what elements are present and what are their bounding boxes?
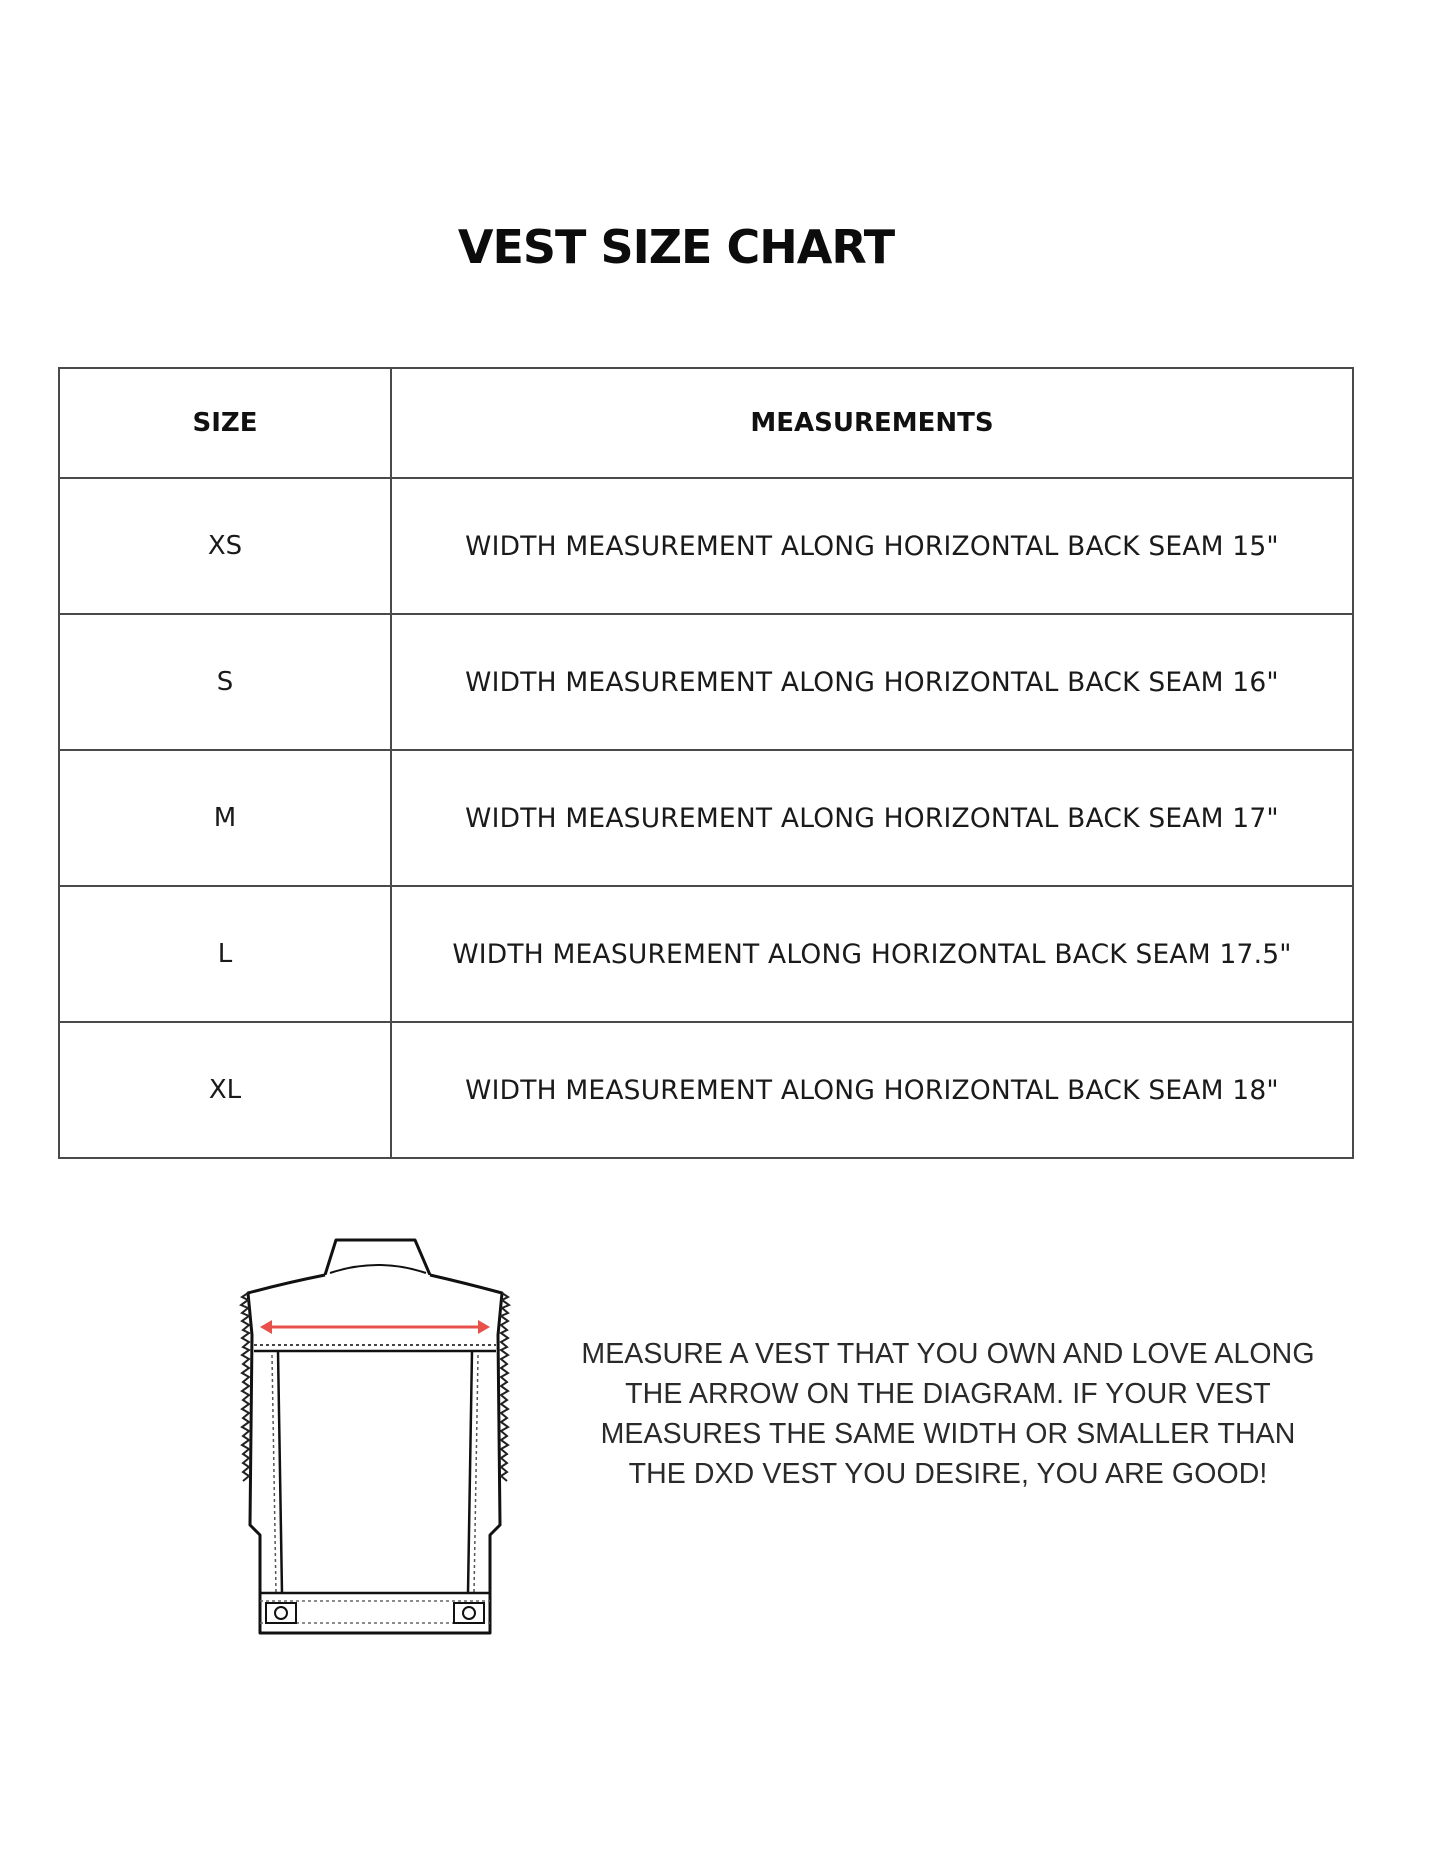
table-row: [59, 478, 1353, 614]
page-title: VEST SIZE CHART: [457, 220, 895, 274]
header-size: SIZE: [59, 368, 391, 478]
size-cell: S: [59, 614, 391, 750]
table-row: [59, 750, 1353, 886]
measurement-cell: WIDTH MEASUREMENT ALONG HORIZONTAL BACK SEAM 16": [391, 614, 1353, 750]
measurement-cell: WIDTH MEASUREMENT ALONG HORIZONTAL BACK SEAM 17": [391, 750, 1353, 886]
measuring-instructions: [548, 1334, 1348, 1494]
size-chart-table: [58, 367, 1354, 1159]
instruction-line: THE ARROW ON THE DIAGRAM. IF YOUR VEST: [625, 1378, 1271, 1410]
size-cell: XS: [59, 478, 391, 614]
size-cell: M: [59, 750, 391, 886]
table-row: [59, 886, 1353, 1022]
size-cell: L: [59, 886, 391, 1022]
instruction-line: MEASURES THE SAME WIDTH OR SMALLER THAN: [600, 1418, 1296, 1450]
instruction-line: THE DXD VEST YOU DESIRE, YOU ARE GOOD!: [628, 1458, 1268, 1490]
measurement-cell: WIDTH MEASUREMENT ALONG HORIZONTAL BACK SEAM 18": [391, 1022, 1353, 1158]
table-row: [59, 614, 1353, 750]
vest-back-diagram-icon: [230, 1225, 520, 1635]
size-cell: XL: [59, 1022, 391, 1158]
table-row: [59, 1022, 1353, 1158]
instruction-line: MEASURE A VEST THAT YOU OWN AND LOVE ALONG: [581, 1338, 1315, 1370]
header-measurements: MEASUREMENTS: [391, 368, 1353, 478]
table-header-row: [59, 368, 1353, 478]
measurement-cell: WIDTH MEASUREMENT ALONG HORIZONTAL BACK SEAM 15": [391, 478, 1353, 614]
measurement-cell: WIDTH MEASUREMENT ALONG HORIZONTAL BACK SEAM 17.5": [391, 886, 1353, 1022]
